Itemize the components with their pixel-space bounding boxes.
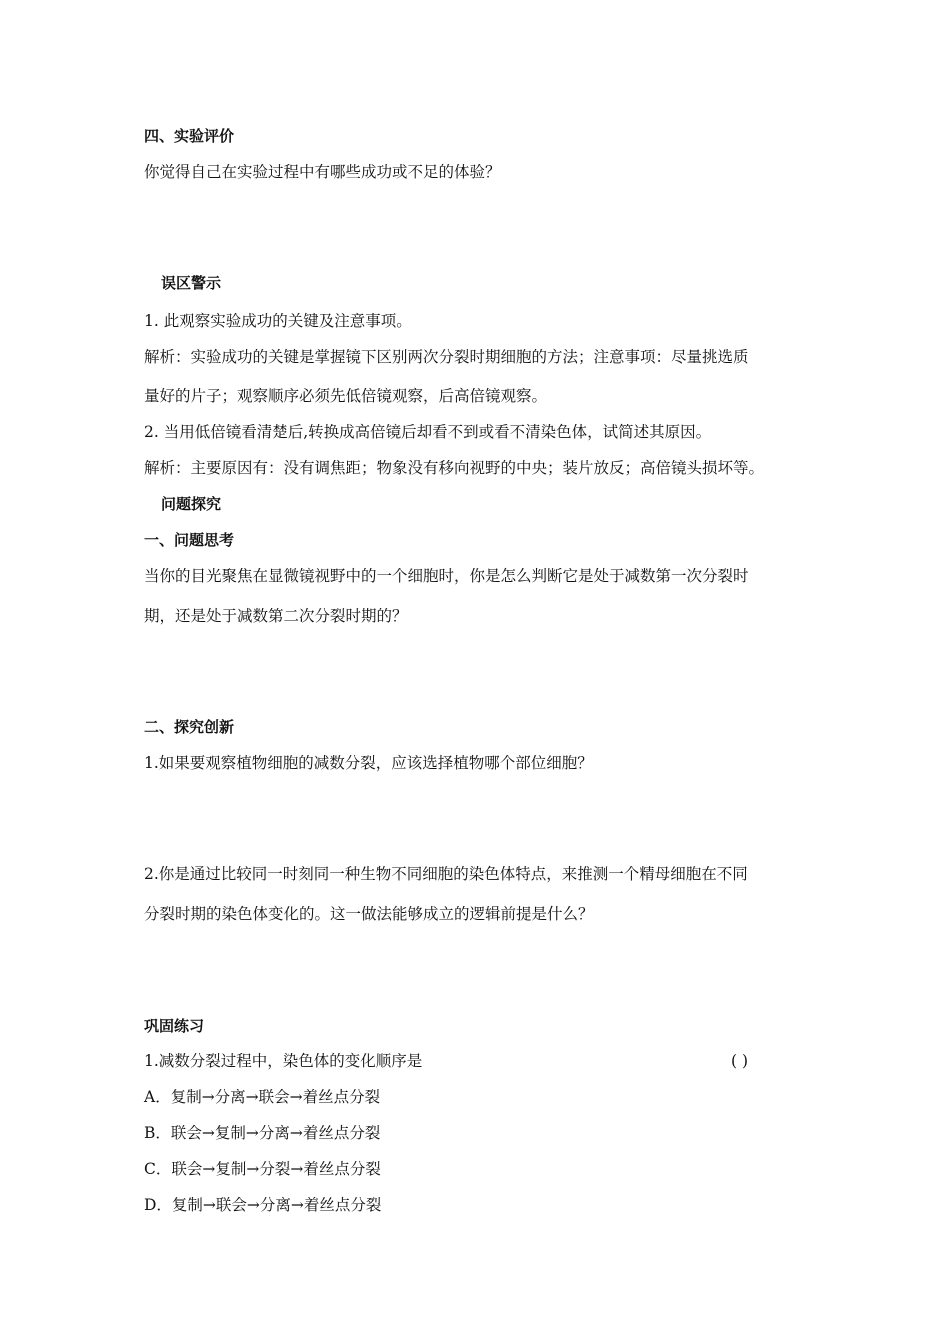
section-title-consolidation-practice: 巩固练习 (144, 1017, 205, 1035)
innovation-question-2-line-2: 分裂时期的染色体变化的。这一做法能够成立的逻辑前提是什么？ (144, 905, 594, 923)
practice-question-1: 1.减数分裂过程中，染色体的变化顺序是 (144, 1052, 423, 1070)
answer-blank: ( ) (731, 1052, 749, 1070)
warning-answer-1-line-1: 解析：实验成功的关键是掌握镜下区别两次分裂时期细胞的方法；注意事项：尽量挑选质 (144, 348, 749, 366)
innovation-question-2-line-1: 2.你是通过比较同一时刻同一种生物不同细胞的染色体特点，来推测一个精母细胞在不同 (144, 865, 748, 883)
option-b: B．联会→复制→分离→着丝点分裂 (144, 1124, 381, 1142)
thinking-question-line-1: 当你的目光聚焦在显微镜视野中的一个细胞时，你是怎么判断它是处于减数第一次分裂时 (144, 567, 749, 585)
section-title-problem-thinking: 一、问题思考 (144, 531, 235, 549)
thinking-question-line-2: 期，还是处于减数第二次分裂时期的？ (144, 607, 408, 625)
option-d: D．复制→联会→分离→着丝点分裂 (144, 1196, 382, 1214)
option-c: C．联会→复制→分裂→着丝点分裂 (144, 1160, 381, 1178)
option-a: A．复制→分离→联会→着丝点分裂 (144, 1088, 381, 1106)
section-title-exploration-innovation: 二、探究创新 (144, 718, 235, 736)
evaluation-question: 你觉得自己在实验过程中有哪些成功或不足的体验？ (144, 163, 501, 181)
innovation-question-1: 1.如果要观察植物细胞的减数分裂，应该选择植物哪个部位细胞？ (144, 754, 593, 772)
warning-answer-1-line-2: 量好的片子；观察顺序必须先低倍镜观察，后高倍镜观察。 (144, 387, 548, 405)
warning-answer-2: 解析：主要原因有：没有调焦距；物象没有移向视野的中央；装片放反；高倍镜头损坏等。 (144, 459, 765, 477)
warning-question-2: 2. 当用低倍镜看清楚后,转换成高倍镜后却看不到或看不清染色体，试简述其原因。 (144, 423, 712, 441)
warning-question-1: 1. 此观察实验成功的关键及注意事项。 (144, 312, 412, 330)
section-title-misconception-warning: 误区警示 (161, 274, 222, 292)
section-title-problem-exploration: 问题探究 (161, 495, 222, 513)
section-title-experiment-evaluation: 四、实验评价 (144, 127, 235, 145)
